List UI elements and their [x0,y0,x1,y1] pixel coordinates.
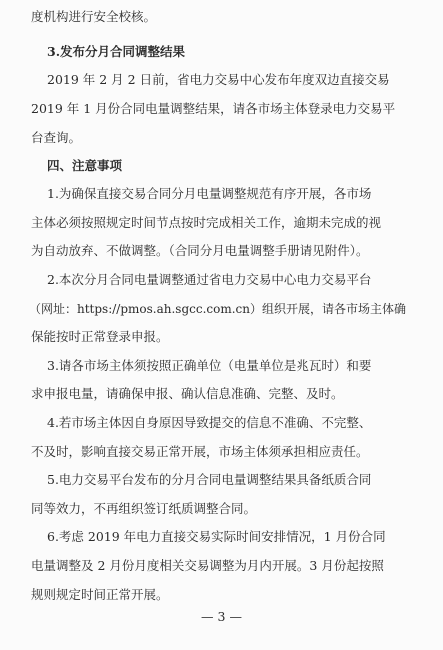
text-line-7: 1.为确保直接交易合同分月电量调整规范有序开展，各市场 [47,186,372,201]
text-line-12: 保能按时正常登录申报。 [31,329,169,344]
text-line-19: 6.考虑 2019 年电力直接交易实际时间安排情况，1 月份合同 [47,529,386,544]
text-line-5: 台查询。 [31,130,82,145]
section-heading-3: 3.发布分月合同调整结果 [47,44,186,59]
text-line-16: 不及时，影响直接交易正常开展，市场主体须承担相应责任。 [31,444,369,459]
section-heading-4: 四、注意事项 [47,158,123,173]
text-line-9: 为自动放弃、不做调整。（合同分月电量调整手册请见附件）。 [31,243,369,258]
text-line-4: 2019 年 1 月份合同电量调整结果，请各市场主体登录电力交易平 [31,101,396,116]
text-line-8: 主体必须按照规定时间节点按时完成相关工作，逾期未完成的视 [31,215,382,230]
text-line-21: 规则规定时间正常开展。 [31,587,169,602]
text-line-1: 度机构进行安全校核。 [31,9,157,24]
text-line-17: 5.电力交易平台发布的分月合同电量调整结果具备纸质合同 [47,472,372,487]
page-number: — 3 — [201,609,242,624]
text-line-14: 求申报电量，请确保申报、确认信息准确、完整、及时。 [31,386,344,401]
text-line-15: 4.若市场主体因自身原因导致提交的信息不准确、不完整、 [47,415,372,430]
text-line-20: 电量调整及 2 月份月度相关交易调整为月内开展。3 月份起按照 [31,558,384,573]
text-line-3: 2019 年 2 月 2 日前，省电力交易中心发布年度双边直接交易 [47,72,390,87]
text-line-11: （网址：https://pmos.ah.sgcc.com.cn）组织开展，请各市场主体确 [29,302,406,316]
text-line-10: 2.本次分月合同电量调整通过省电力交易中心电力交易平台 [47,272,372,287]
text-line-13: 3.请各市场主体须按照正确单位（电量单位是兆瓦时）和要 [47,358,372,373]
text-line-18: 同等效力，不再组织签订纸质调整合同。 [31,501,257,516]
